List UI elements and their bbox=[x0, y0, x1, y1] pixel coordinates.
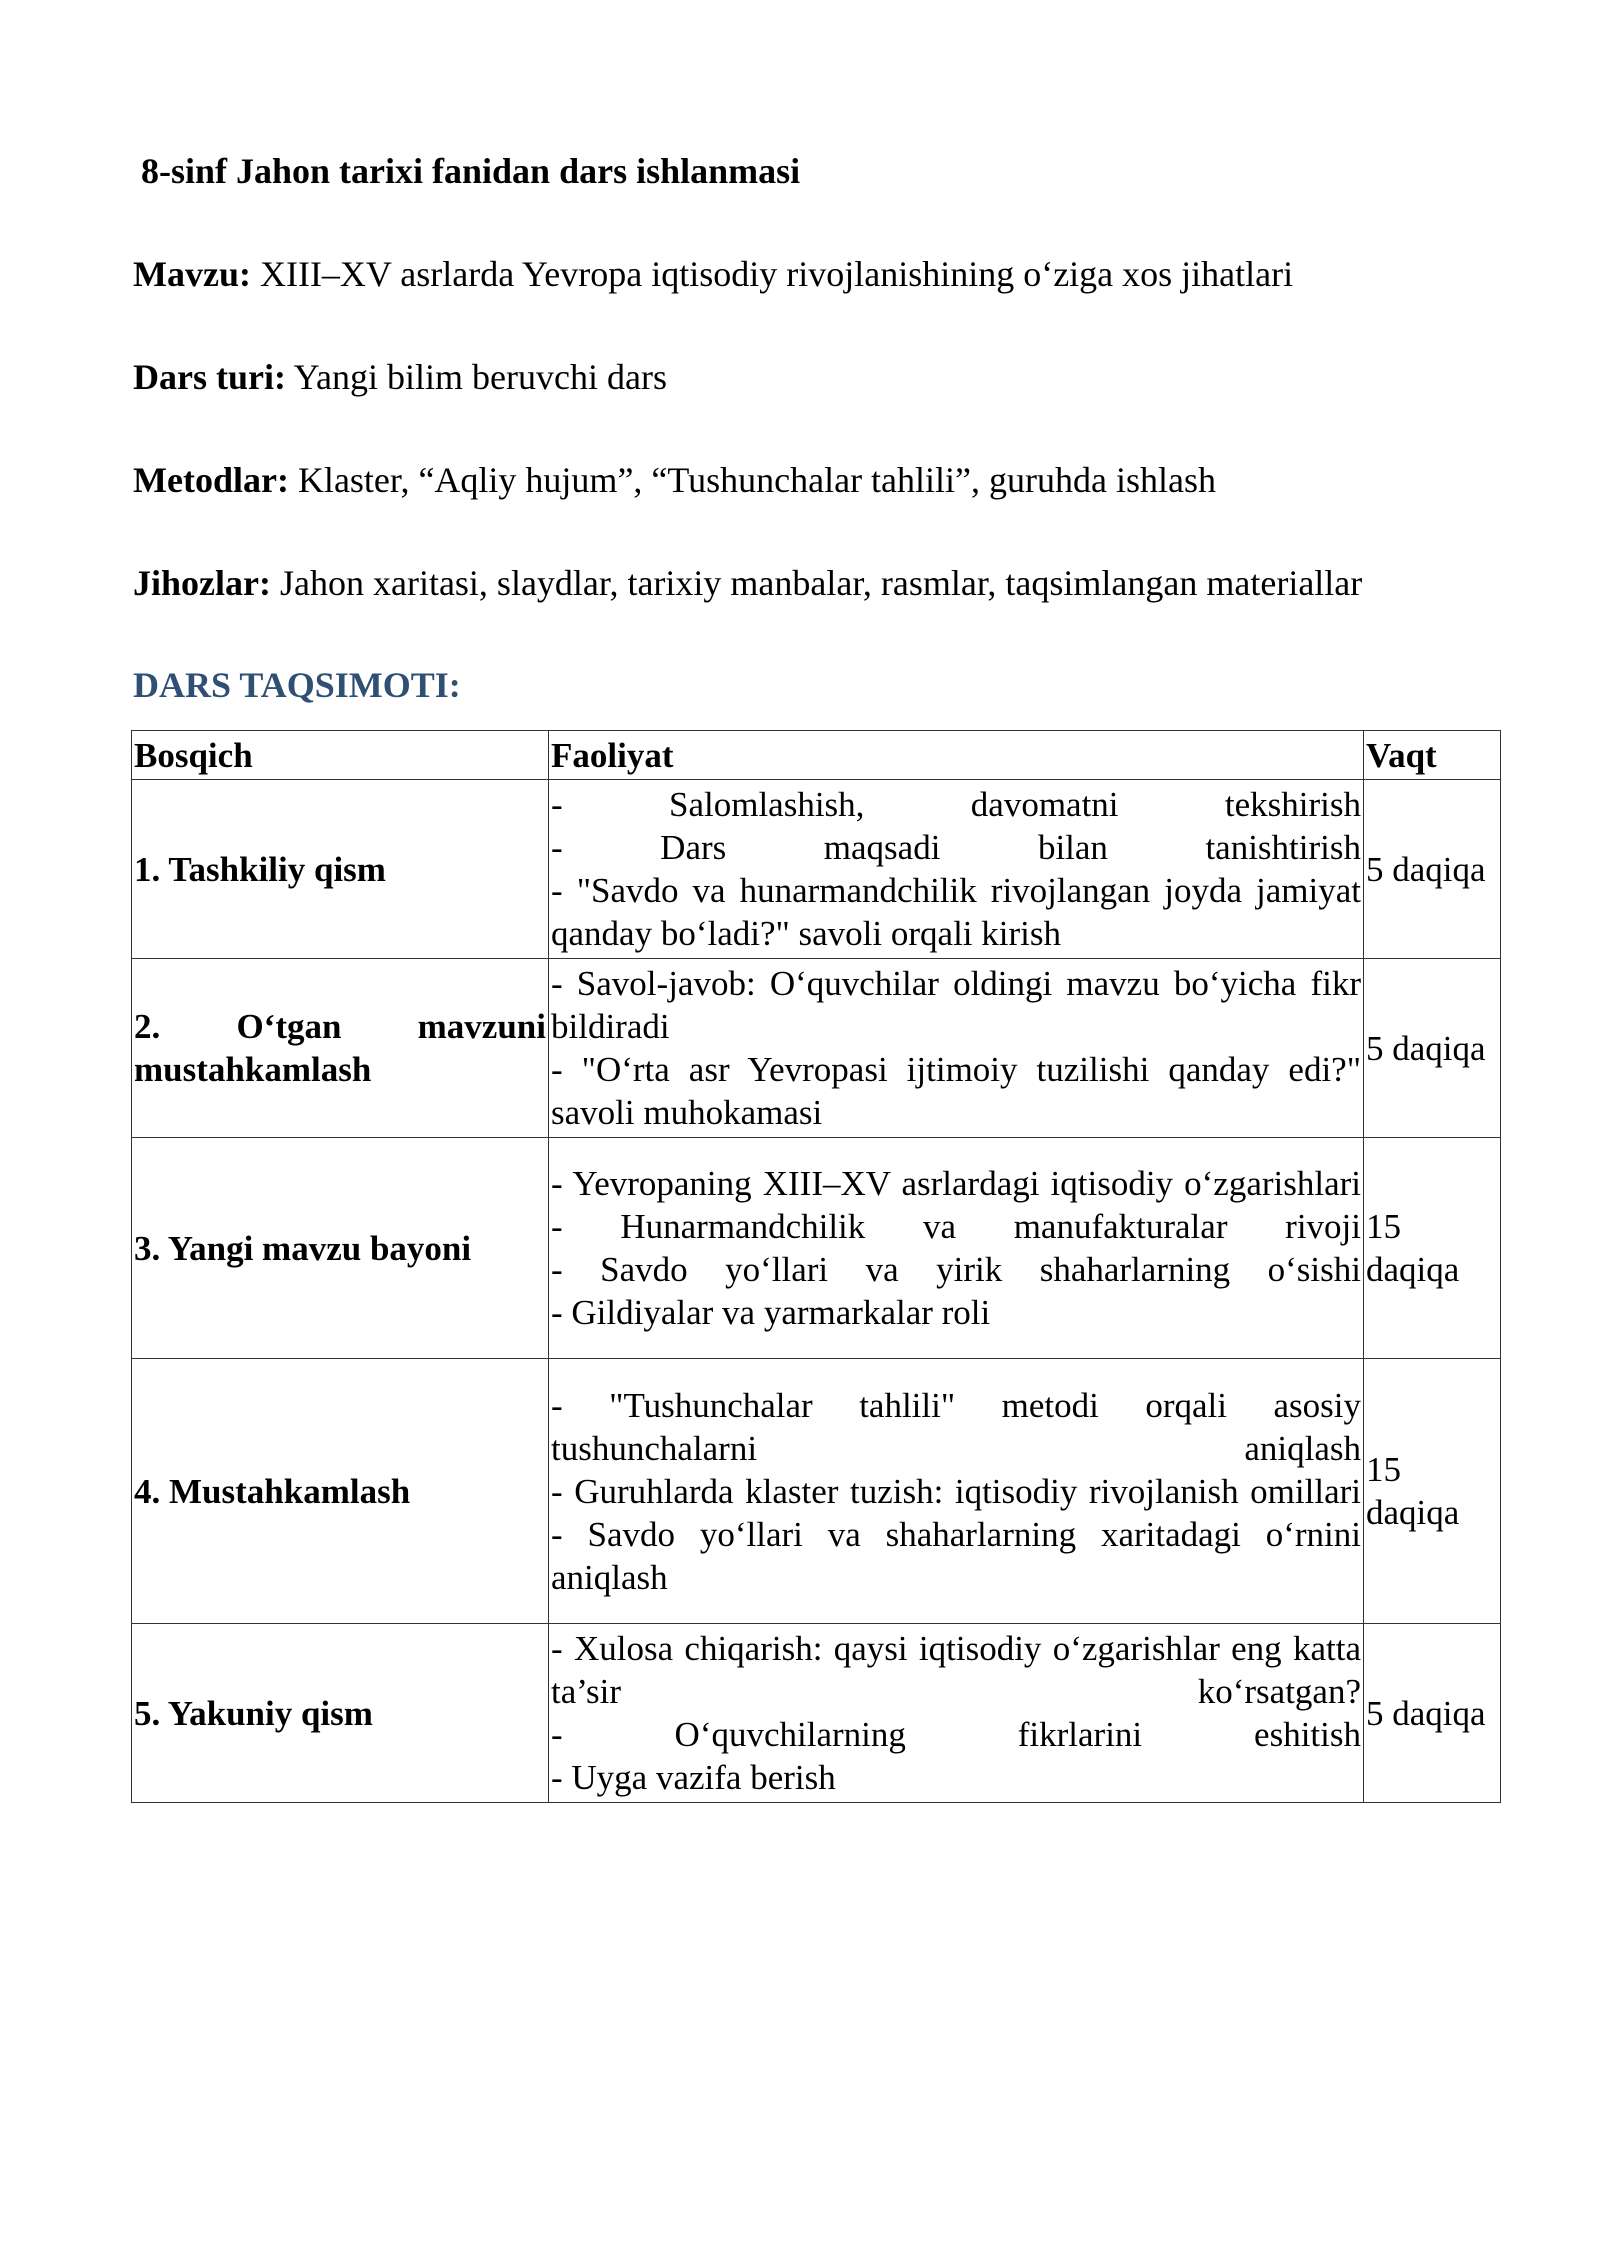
activity-item: - Xulosa chiqarish: qaysi iqtisodiy o‘zgarishlar eng katta ta’sir ko‘rsatgan? bbox=[551, 1629, 1361, 1711]
meta-value: Jahon xaritasi, slaydlar, tarixiy manbalar, rasmlar, taqsimlangan materiallar bbox=[279, 563, 1363, 603]
activity-item: - "Tushunchalar tahlili" metodi orqali asosiy tushunchalarni aniqlash bbox=[551, 1385, 1361, 1468]
meta-label: Jihozlar: bbox=[133, 563, 271, 603]
activity-cell bbox=[549, 1359, 1364, 1624]
table-row bbox=[132, 780, 1501, 959]
time-cell: 15 daqiqa bbox=[1364, 1138, 1501, 1359]
activity-cell bbox=[549, 1624, 1364, 1803]
stage-cell: 5. Yakuniy qism bbox=[132, 1624, 549, 1803]
activity-item: - Savol-javob: O‘quvchilar oldingi mavzu bo‘yicha fikr bildiradi bbox=[551, 964, 1361, 1046]
meta-methods bbox=[133, 459, 1216, 501]
header-stage: Bosqich bbox=[132, 731, 549, 780]
stage-cell: 3. Yangi mavzu bayoni bbox=[132, 1138, 549, 1359]
stage-cell: 1. Tashkiliy qism bbox=[132, 780, 549, 959]
activity-item: - "O‘rta asr Yevropasi ijtimoiy tuzilishi qanday edi?" savoli muhokamasi bbox=[551, 1050, 1361, 1132]
time-cell: 5 daqiqa bbox=[1364, 959, 1501, 1138]
time-cell: 15 daqiqa bbox=[1364, 1359, 1501, 1624]
activity-item: - Hunarmandchilik va manufakturalar rivoji bbox=[551, 1207, 1361, 1246]
meta-value: Klaster, “Aqliy hujum”, “Tushunchalar tahlili”, guruhda ishlash bbox=[297, 460, 1216, 500]
header-activity: Faoliyat bbox=[549, 731, 1364, 780]
meta-lesson-type bbox=[133, 356, 667, 398]
meta-equipment bbox=[133, 562, 1362, 604]
section-heading: DARS TAQSIMOTI: bbox=[133, 665, 461, 705]
table-row bbox=[132, 1624, 1501, 1803]
meta-value: XIII–XV asrlarda Yevropa iqtisodiy rivojlanishining o‘ziga xos jihatlari bbox=[259, 254, 1294, 294]
stage-cell: 4. Mustahkamlash bbox=[132, 1359, 549, 1624]
meta-value: Yangi bilim beruvchi dars bbox=[293, 357, 667, 397]
meta-label: Dars turi: bbox=[133, 357, 286, 397]
activity-item: - Uyga vazifa berish bbox=[551, 1758, 836, 1797]
table-row bbox=[132, 1138, 1501, 1359]
meta-topic bbox=[133, 253, 1293, 295]
activity-item: - Dars maqsadi bilan tanishtirish bbox=[551, 828, 1361, 867]
table-header-row bbox=[132, 731, 1501, 780]
time-cell: 5 daqiqa bbox=[1364, 1624, 1501, 1803]
activity-item: - Salomlashish, davomatni tekshirish bbox=[551, 785, 1361, 824]
meta-label: Metodlar: bbox=[133, 460, 289, 500]
activity-item: - Yevropaning XIII–XV asrlardagi iqtisodiy o‘zgarishlari bbox=[551, 1164, 1361, 1203]
activity-item: - Gildiyalar va yarmarkalar roli bbox=[551, 1293, 991, 1332]
activity-item: - Savdo yo‘llari va shaharlarning xaritadagi o‘rnini aniqlash bbox=[551, 1514, 1361, 1597]
activity-item: - Savdo yo‘llari va yirik shaharlarning o‘sishi bbox=[551, 1250, 1361, 1289]
activity-item: - "Savdo va hunarmandchilik rivojlangan joyda jamiyat qanday bo‘ladi?" savoli orqali kirish bbox=[551, 871, 1361, 953]
table-row bbox=[132, 959, 1501, 1138]
meta-label: Mavzu: bbox=[133, 254, 251, 294]
time-cell: 5 daqiqa bbox=[1364, 780, 1501, 959]
document-title: 8-sinf Jahon tarixi fanidan dars ishlanmasi bbox=[141, 151, 801, 191]
stage-cell: 2. O‘tgan mavzuni mustahkamlash bbox=[132, 959, 549, 1138]
activity-cell bbox=[549, 959, 1364, 1138]
activity-cell bbox=[549, 1138, 1364, 1359]
header-time: Vaqt bbox=[1364, 731, 1501, 780]
table-row bbox=[132, 1359, 1501, 1624]
activity-item: - O‘quvchilarning fikrlarini eshitish bbox=[551, 1715, 1361, 1754]
activity-cell bbox=[549, 780, 1364, 959]
lesson-plan-table bbox=[131, 730, 1501, 1803]
activity-item: - Guruhlarda klaster tuzish: iqtisodiy rivojlanish omillari bbox=[551, 1471, 1361, 1511]
